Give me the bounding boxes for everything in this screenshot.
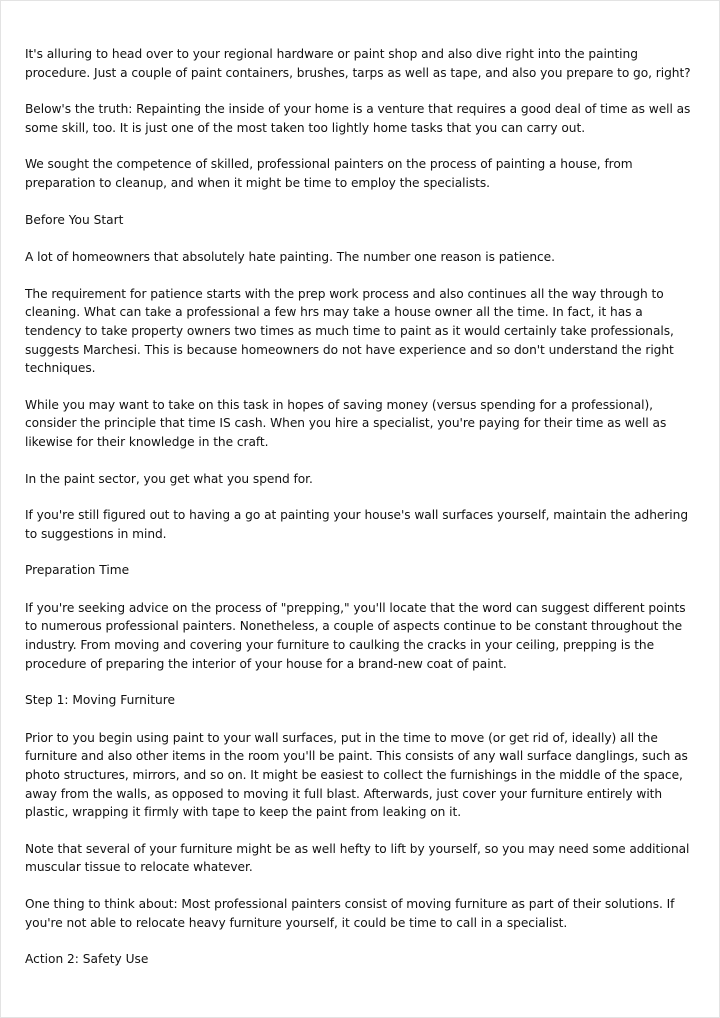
article-body [25, 45, 701, 988]
paragraph-prepping: If you're seeking advice on the process of "prepping," you'll locate that the word can suggest different points to numerous professional painters. Nonetheless, a couple of aspects continue to be constant throughout the industry. From moving and covering your furniture to caulking the cracks in your ceiling, prepping is the procedure of preparing the interior of your house for a brand-new coat of paint. [25, 600, 686, 671]
paragraph-suggestions: If you're still figured out to having a go at painting your house's wall surfaces yourself, maintain the adhering to suggestions in mind. [25, 508, 689, 541]
paragraph-hefty-furniture: Note that several of your furniture might be as well hefty to lift by yourself, so you may need some additional muscular tissue to relocate whatever. [25, 841, 690, 875]
section-heading-preparation-time: Preparation Time [25, 563, 130, 578]
section-heading-before-you-start: Before You Start [25, 212, 124, 227]
paragraph-truth: Below's the truth: Repainting the inside of your home is a venture that requires a good deal of time as well as some skill, too. It is just one of the most taken too lightly home tasks that you can carry out. [25, 102, 691, 135]
paragraph-paint-sector: In the paint sector, you get what you spend for. [25, 471, 313, 486]
paragraph-competence: We sought the competence of skilled, professional painters on the process of painting a house, from preparation to cleanup, and when it might be time to employ the specialists. [25, 157, 633, 190]
paragraph-prep-work: The requirement for patience starts with the prep work process and also continues all the way through to cleaning. What can take a professional a few hrs may take a house owner all the time. In fact, it has a tendency to take property owners two times as much time to paint as it would certainly take professionals, suggests Marchesi. This is because homeowners do not have experience and so don't understand the right techniques. [25, 286, 674, 376]
paragraph-patience: A lot of homeowners that absolutely hate painting. The number one reason is patience. [25, 250, 555, 265]
section-heading-step-1: Step 1: Moving Furniture [25, 693, 175, 708]
paragraph-moving-furniture: Prior to you begin using paint to your wall surfaces, put in the time to move (or get rid of, ideally) all the furniture and also other items in the room you'll be paint. This consists of any wall surface danglings, such as photo structures, mirrors, and so on. It might be easiest to collect the furnishings in the middle of the space, away from the walls, as opposed to moving it full blast. Afterwards, just cover your furniture entirely with plastic, wrapping it firmly with tape to keep the paint from leaking on it. [25, 730, 688, 820]
paragraph-professional-moving: One thing to think about: Most professional painters consist of moving furniture as part of their solutions. If you're not able to relocate heavy furniture yourself, it could be time to call in a specialist. [25, 897, 675, 930]
section-heading-step-2: Action 2: Safety Use [25, 952, 149, 967]
paragraph-time-is-cash: While you may want to take on this task in hopes of saving money (versus spending for a professional), consider the principle that time IS cash. When you hire a specialist, you're paying for their time as well as likewise for their knowledge in the craft. [25, 397, 667, 449]
paragraph-intro: It's alluring to head over to your regional hardware or paint shop and also dive right into the painting procedure. Just a couple of paint containers, brushes, tarps as well as tape, and also you prepare to go, right? [25, 47, 691, 80]
